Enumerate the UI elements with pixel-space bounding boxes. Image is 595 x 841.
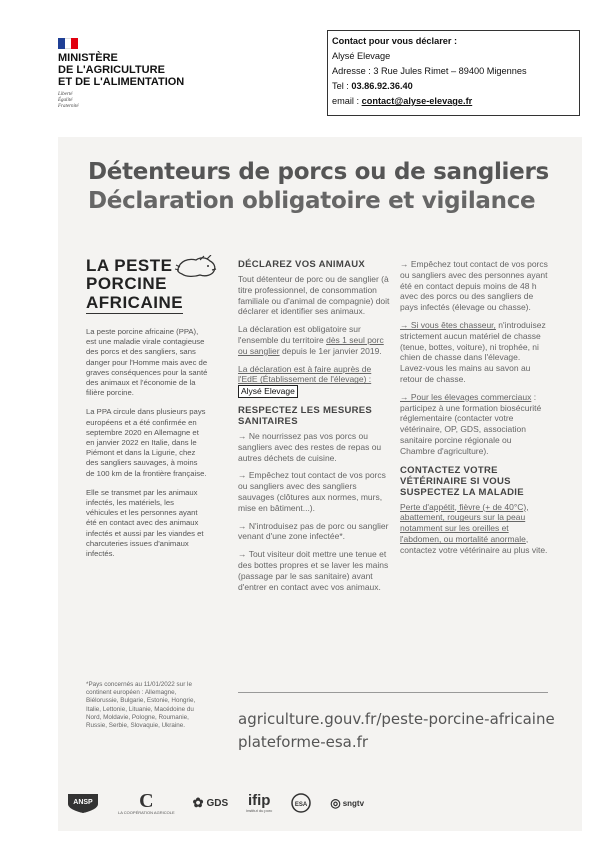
flag-white [65,38,72,49]
declare-column [238,259,393,599]
ansp-logo [66,792,100,814]
contact-prevention-item: → Empêchez tout contact de vos porcs ou sangliers avec des personnes ayant été en contact depuis moins de 48 h avec des porcs ou des sangliers de pays infectés (élevage ou chasse). [400,259,548,313]
contact-email-link[interactable]: contact@alyse-elevage.fr [361,96,473,106]
ppa-logo: LA PESTE PORCINE AFRICAINE [86,257,226,314]
divider [238,692,548,693]
measure-item: → Ne nourrissez pas vos porcs ou sangliers avec des restes de repas ou autres déchets de cuisine. [238,430,382,463]
declare-p1: Tout détenteur de porc ou de sanglier (à titre professionnel, de consommation familiale ou d'animal de compagnie) doit déclarer et identifier ses animaux. [238,274,390,317]
contact-title: Contact pour vous déclarer : [332,36,458,46]
republic-motto: Liberté Égalité Fraternité [58,92,79,109]
ansp-shield-icon [66,792,100,814]
contact-phone[interactable]: 03.86.92.36.40 [351,81,413,91]
flag-icon [58,38,78,49]
pig-boar-icon [174,255,218,281]
measures-heading: RESPECTEZ LES MESURES SANITAIRES [238,404,373,427]
svg-text:ESA: ESA [295,802,308,808]
declare-heading: DÉCLAREZ VOS ANIMAUX [238,259,366,270]
contact-phone-row: Tel : 03.86.92.36.40 [332,81,413,91]
intro-column [86,327,208,730]
sngtv-logo: ◎ sngtv [330,796,365,810]
gds-logo: ✿ GDS [192,795,229,810]
ministry-name: MINISTÈRE DE L'AGRICULTURE ET DE L'ALIMENTATION [58,52,185,88]
flyer-subtitle: Déclaration obligatoire et vigilance [88,188,536,214]
esa-circle-icon [290,792,312,814]
flag-red [71,38,78,49]
commercial-item: → Pour les élevages commerciaux : participez à une formation biosécurité réglementaire (contacter votre vétérinaire, OP, GDS, association sanitaire porcine régionale ou Chambre d'agriculture). [400,391,542,456]
contact-box [327,30,580,116]
declare-p3: La déclaration est à faire auprès de l'EdE (Établissement de l'élevage) : Alysé Elevage [238,363,372,397]
vet-heading: CONTACTEZ VOTRE VÉTÉRINAIRE SI VOUS SUSPECTEZ LA MALADIE [400,464,524,498]
ifip-logo: ifip institut du porc [246,792,273,813]
measure-item: → Tout visiteur doit mettre une tenue et des bottes propres et se laver les mains (passage par le sas sanitaire) avant d'entrer en contact avec vos animaux. [238,549,389,592]
gds-petal-icon: ✿ [192,795,204,810]
contact-address: Adresse : 3 Rue Jules Rimet – 89400 Migennes [332,66,527,76]
intro-paragraph: La peste porcine africaine (PPA), est une maladie virale contagieuse des porcs et des sangliers, sans danger pour l'Homme mais avec de graves conséquences pour la santé des animaux et l'économie de la filière porcine. [86,327,208,398]
ede-stamp: Alysé Elevage [238,385,298,398]
esa-logo [290,792,312,814]
partner-logos [58,786,582,820]
esa-link[interactable]: plateforme-esa.fr [238,733,369,751]
svg-text:ANSP: ANSP [73,799,93,806]
infected-countries-note: *Pays concernés au 11/01/2022 sur le continent européen : Allemagne, Biélorussie, Bulgarie, Estonie, Hongrie, Italie, Lettonie, Lituanie, Macédoine du Nord, Moldavie, Pologne, Roumanie, Russie, Serbie, Slovaquie, Ukraine. [86,681,196,730]
flyer [58,137,582,831]
cooperation-agricole-logo: C LA COOPÉRATION AGRICOLE [118,789,175,815]
declare-p2: La déclaration est obligatoire sur l'ensemble du territoire dès 1 seul porc ou sanglier depuis le 1er janvier 2019. [238,324,384,356]
measure-item: → N'introduisez pas de porc ou sanglier venant d'une zone infectée*. [238,520,389,542]
flyer-title: Détenteurs de porcs ou de sangliers [88,159,549,185]
contact-name: Alysé Elevage [332,51,391,61]
hunter-item: → Si vous êtes chasseur, n'introduisez strictement aucun matériel de chasse (tenue, bottes, voiture), ni trophée, ni chien de chasse dans l'élevage. Lavez-vous les mains au savon au retour de chasse. [400,319,546,384]
contact-email-row: email : contact@alyse-elevage.fr [332,96,473,106]
sngtv-swirl-icon: ◎ [330,796,341,810]
ministry-logo [58,38,184,110]
cooperation-mark: C [139,789,154,812]
symptoms-paragraph: Perte d'appétit, fièvre (+ de 40°C), abattement, rougeurs sur la peau notamment sur les oreilles et l'abdomen, ou mortalité anormale, contactez votre vétérinaire au plus vite. [400,501,548,555]
prevention-column [400,259,548,563]
spread-paragraph: La PPA circule dans plusieurs pays européens et a été confirmée en septembre 2020 en Allemagne et en janvier 2022 en Italie, dans le Piémont et dans la Ligurie, chez des sangliers sauvages, à moins de 100 km de la frontière française. [86,407,207,478]
transmission-paragraph: Elle se transmet par les animaux infectés, les matériels, les véhicules et les personnes ayant été en contact avec des animaux infectés et aussi par les viandes et charcuteries issues d'animaux infectés. [86,487,204,559]
agriculture-link[interactable]: agriculture.gouv.fr/peste-porcine-africaine [238,710,555,728]
flag-blue [58,38,65,49]
measure-item: → Empêchez tout contact de vos porcs ou sangliers avec des sangliers sauvages (clôtures aux normes, murs, mise en bâtiment...). [238,470,386,513]
